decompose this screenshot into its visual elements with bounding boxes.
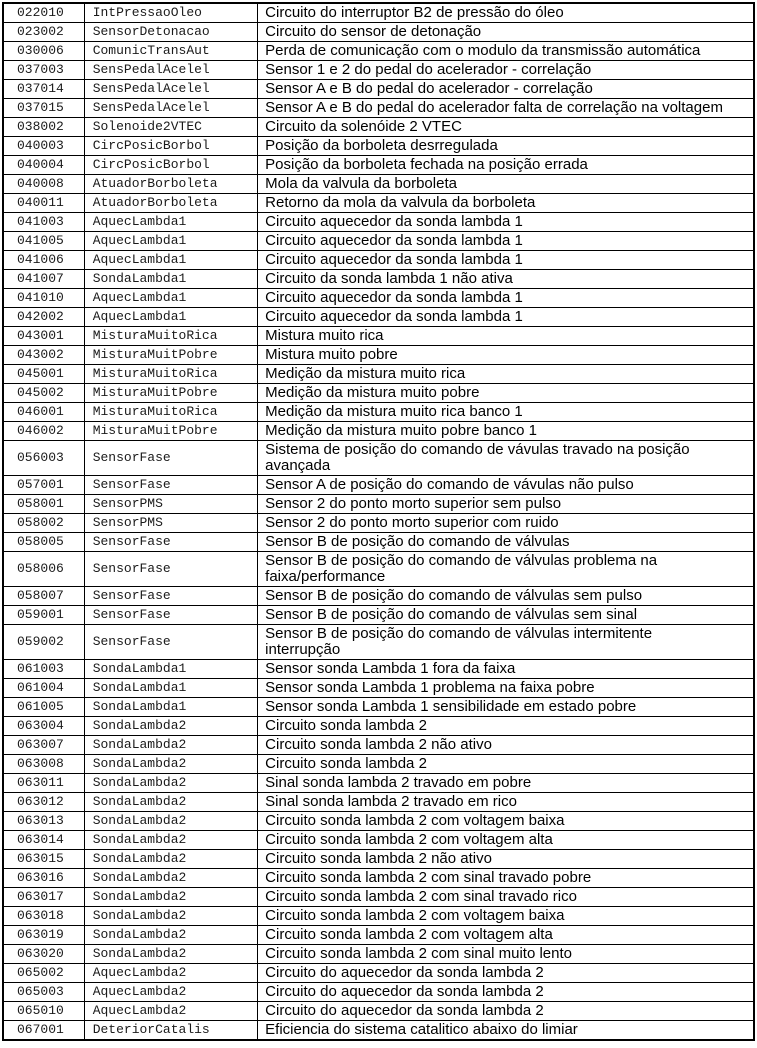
fault-code-cell: 059002 (3, 625, 84, 660)
table-row (3, 251, 754, 270)
fault-description-cell: Circuito aquecedor da sonda lambda 1 (258, 213, 754, 232)
fault-code-cell: 063020 (3, 945, 84, 964)
table-row (3, 289, 754, 308)
fault-description-cell: Sinal sonda lambda 2 travado em rico (258, 793, 754, 812)
fault-name-cell: MisturaMuitPobre (84, 422, 257, 441)
table-row (3, 888, 754, 907)
table-row (3, 1021, 754, 1041)
table-row (3, 983, 754, 1002)
table-row (3, 346, 754, 365)
table-row (3, 606, 754, 625)
fault-code-cell: 038002 (3, 118, 84, 137)
table-row (3, 270, 754, 289)
fault-code-cell: 037015 (3, 99, 84, 118)
fault-description-cell: Circuito sonda lambda 2 não ativo (258, 850, 754, 869)
fault-code-cell: 063007 (3, 736, 84, 755)
table-row (3, 831, 754, 850)
fault-description-cell: Circuito da solenóide 2 VTEC (258, 118, 754, 137)
fault-name-cell: SondaLambda2 (84, 812, 257, 831)
table-row (3, 679, 754, 698)
fault-code-cell: 061005 (3, 698, 84, 717)
fault-code-cell: 063013 (3, 812, 84, 831)
fault-name-cell: AquecLambda2 (84, 1002, 257, 1021)
table-row (3, 812, 754, 831)
fault-code-cell: 058001 (3, 495, 84, 514)
table-row (3, 625, 754, 660)
fault-code-cell: 065010 (3, 1002, 84, 1021)
table-row (3, 774, 754, 793)
fault-name-cell: SondaLambda2 (84, 774, 257, 793)
table-row (3, 476, 754, 495)
table-row (3, 137, 754, 156)
table-row (3, 660, 754, 679)
fault-name-cell: AquecLambda2 (84, 983, 257, 1002)
table-row (3, 403, 754, 422)
fault-code-cell: 058005 (3, 533, 84, 552)
fault-name-cell: SondaLambda2 (84, 888, 257, 907)
fault-code-cell: 063004 (3, 717, 84, 736)
table-row (3, 213, 754, 232)
fault-description-cell: Circuito do aquecedor da sonda lambda 2 (258, 983, 754, 1002)
fault-name-cell: SondaLambda2 (84, 736, 257, 755)
fault-code-cell: 040003 (3, 137, 84, 156)
fault-name-cell: SensPedalAcelel (84, 99, 257, 118)
table-row (3, 384, 754, 403)
fault-name-cell: SondaLambda2 (84, 869, 257, 888)
fault-description-cell: Circuito do aquecedor da sonda lambda 2 (258, 964, 754, 983)
fault-description-cell: Posição da borboleta fechada na posição errada (258, 156, 754, 175)
fault-name-cell: MisturaMuitoRica (84, 327, 257, 346)
table-row (3, 793, 754, 812)
fault-description-cell: Sensor A de posição do comando de vávulas não pulso (258, 476, 754, 495)
fault-name-cell: SensorFase (84, 533, 257, 552)
fault-name-cell: AquecLambda1 (84, 251, 257, 270)
fault-name-cell: IntPressaoOleo (84, 3, 257, 23)
fault-description-cell: Eficiencia do sistema catalitico abaixo do limiar (258, 1021, 754, 1041)
fault-name-cell: AquecLambda1 (84, 213, 257, 232)
fault-code-cell: 043001 (3, 327, 84, 346)
fault-description-cell: Medição da mistura muito rica banco 1 (258, 403, 754, 422)
fault-code-cell: 037014 (3, 80, 84, 99)
fault-name-cell: SondaLambda2 (84, 717, 257, 736)
fault-code-cell: 063016 (3, 869, 84, 888)
fault-description-cell: Mola da valvula da borboleta (258, 175, 754, 194)
table-row (3, 964, 754, 983)
fault-description-cell: Medição da mistura muito rica (258, 365, 754, 384)
fault-name-cell: MisturaMuitPobre (84, 384, 257, 403)
fault-description-cell: Sensor B de posição do comando de válvulas sem sinal (258, 606, 754, 625)
table-row (3, 736, 754, 755)
table-row (3, 327, 754, 346)
table-row (3, 1002, 754, 1021)
fault-code-cell: 023002 (3, 23, 84, 42)
fault-name-cell: CircPosicBorbol (84, 156, 257, 175)
fault-name-cell: CircPosicBorbol (84, 137, 257, 156)
fault-code-cell: 063018 (3, 907, 84, 926)
fault-name-cell: AquecLambda2 (84, 964, 257, 983)
fault-description-cell: Posição da borboleta desrregulada (258, 137, 754, 156)
fault-name-cell: AquecLambda1 (84, 308, 257, 327)
fault-name-cell: SensorFase (84, 441, 257, 476)
fault-description-cell: Circuito do aquecedor da sonda lambda 2 (258, 1002, 754, 1021)
fault-name-cell: SensorFase (84, 552, 257, 587)
fault-description-cell: Circuito sonda lambda 2 com voltagem baixa (258, 907, 754, 926)
fault-name-cell: SensorFase (84, 587, 257, 606)
fault-name-cell: ComunicTransAut (84, 42, 257, 61)
fault-code-cell: 030006 (3, 42, 84, 61)
fault-name-cell: SensorFase (84, 625, 257, 660)
fault-name-cell: SensorFase (84, 606, 257, 625)
fault-code-cell: 059001 (3, 606, 84, 625)
table-row (3, 514, 754, 533)
fault-name-cell: SondaLambda2 (84, 850, 257, 869)
fault-name-cell: SondaLambda2 (84, 755, 257, 774)
fault-name-cell: AquecLambda1 (84, 289, 257, 308)
table-row (3, 232, 754, 251)
fault-name-cell: SensorPMS (84, 514, 257, 533)
fault-code-cell: 056003 (3, 441, 84, 476)
fault-description-cell: Sensor 1 e 2 do pedal do acelerador - correlação (258, 61, 754, 80)
fault-description-cell: Sensor 2 do ponto morto superior com ruido (258, 514, 754, 533)
fault-name-cell: AquecLambda1 (84, 232, 257, 251)
fault-description-cell: Circuito aquecedor da sonda lambda 1 (258, 289, 754, 308)
fault-code-cell: 063008 (3, 755, 84, 774)
fault-code-cell: 065003 (3, 983, 84, 1002)
fault-name-cell: Solenoide2VTEC (84, 118, 257, 137)
fault-name-cell: SondaLambda2 (84, 926, 257, 945)
fault-code-cell: 040011 (3, 194, 84, 213)
fault-code-cell: 065002 (3, 964, 84, 983)
fault-description-cell: Circuito aquecedor da sonda lambda 1 (258, 308, 754, 327)
table-row (3, 308, 754, 327)
fault-description-cell: Sensor B de posição do comando de válvulas (258, 533, 754, 552)
fault-code-cell: 058006 (3, 552, 84, 587)
fault-description-cell: Medição da mistura muito pobre (258, 384, 754, 403)
fault-code-cell: 041007 (3, 270, 84, 289)
table-row (3, 926, 754, 945)
fault-description-cell: Circuito sonda lambda 2 com voltagem alta (258, 926, 754, 945)
fault-description-cell: Circuito sonda lambda 2 (258, 717, 754, 736)
fault-name-cell: SondaLambda1 (84, 660, 257, 679)
fault-name-cell: MisturaMuitoRica (84, 365, 257, 384)
fault-name-cell: SensorFase (84, 476, 257, 495)
table-row (3, 118, 754, 137)
fault-description-cell: Sensor A e B do pedal do acelerador - correlação (258, 80, 754, 99)
fault-description-cell: Sistema de posição do comando de vávulas travado na posição avançada (258, 441, 754, 476)
fault-name-cell: MisturaMuitoRica (84, 403, 257, 422)
fault-code-cell: 046001 (3, 403, 84, 422)
fault-code-cell: 040008 (3, 175, 84, 194)
fault-name-cell: SondaLambda2 (84, 945, 257, 964)
fault-name-cell: SensPedalAcelel (84, 61, 257, 80)
fault-description-cell: Sensor B de posição do comando de válvulas sem pulso (258, 587, 754, 606)
table-row (3, 587, 754, 606)
fault-code-table (2, 2, 755, 1041)
fault-name-cell: AtuadorBorboleta (84, 175, 257, 194)
fault-name-cell: SensPedalAcelel (84, 80, 257, 99)
fault-description-cell: Circuito sonda lambda 2 com sinal travado rico (258, 888, 754, 907)
fault-name-cell: SondaLambda2 (84, 907, 257, 926)
table-row (3, 495, 754, 514)
table-row (3, 907, 754, 926)
fault-description-cell: Sinal sonda lambda 2 travado em pobre (258, 774, 754, 793)
fault-description-cell: Circuito sonda lambda 2 (258, 755, 754, 774)
fault-code-cell: 041005 (3, 232, 84, 251)
table-row (3, 698, 754, 717)
table-row (3, 717, 754, 736)
table-row (3, 23, 754, 42)
fault-code-cell: 046002 (3, 422, 84, 441)
fault-description-cell: Circuito sonda lambda 2 com sinal travado pobre (258, 869, 754, 888)
fault-code-cell: 045002 (3, 384, 84, 403)
fault-description-cell: Sensor B de posição do comando de válvulas intermitente interrupção (258, 625, 754, 660)
table-row (3, 3, 754, 23)
table-row (3, 869, 754, 888)
fault-code-cell: 067001 (3, 1021, 84, 1041)
fault-description-cell: Sensor A e B do pedal do acelerador falta de correlação na voltagem (258, 99, 754, 118)
fault-description-cell: Circuito da sonda lambda 1 não ativa (258, 270, 754, 289)
fault-code-cell: 042002 (3, 308, 84, 327)
fault-code-cell: 041010 (3, 289, 84, 308)
fault-name-cell: MisturaMuitPobre (84, 346, 257, 365)
fault-code-table-body (3, 3, 754, 1040)
table-row (3, 365, 754, 384)
table-row (3, 175, 754, 194)
table-row (3, 80, 754, 99)
fault-code-cell: 022010 (3, 3, 84, 23)
fault-description-cell: Circuito aquecedor da sonda lambda 1 (258, 251, 754, 270)
fault-code-cell: 063019 (3, 926, 84, 945)
fault-code-cell: 063014 (3, 831, 84, 850)
fault-code-cell: 041006 (3, 251, 84, 270)
table-row (3, 945, 754, 964)
table-row (3, 755, 754, 774)
fault-description-cell: Retorno da mola da valvula da borboleta (258, 194, 754, 213)
fault-description-cell: Circuito sonda lambda 2 com voltagem baixa (258, 812, 754, 831)
fault-name-cell: SensorPMS (84, 495, 257, 514)
table-row (3, 552, 754, 587)
fault-description-cell: Sensor B de posição do comando de válvulas problema na faixa/performance (258, 552, 754, 587)
fault-name-cell: SensorDetonacao (84, 23, 257, 42)
fault-description-cell: Circuito sonda lambda 2 com voltagem alta (258, 831, 754, 850)
fault-description-cell: Mistura muito pobre (258, 346, 754, 365)
table-row (3, 61, 754, 80)
fault-code-cell: 045001 (3, 365, 84, 384)
fault-description-cell: Sensor 2 do ponto morto superior sem pulso (258, 495, 754, 514)
fault-description-cell: Sensor sonda Lambda 1 problema na faixa pobre (258, 679, 754, 698)
fault-description-cell: Medição da mistura muito pobre banco 1 (258, 422, 754, 441)
table-row (3, 156, 754, 175)
fault-code-cell: 061003 (3, 660, 84, 679)
fault-code-cell: 063011 (3, 774, 84, 793)
table-row (3, 42, 754, 61)
fault-description-cell: Sensor sonda Lambda 1 fora da faixa (258, 660, 754, 679)
fault-description-cell: Circuito do sensor de detonação (258, 23, 754, 42)
table-row (3, 194, 754, 213)
fault-name-cell: SondaLambda2 (84, 793, 257, 812)
fault-name-cell: SondaLambda1 (84, 679, 257, 698)
fault-name-cell: SondaLambda1 (84, 698, 257, 717)
fault-description-cell: Circuito sonda lambda 2 com sinal muito lento (258, 945, 754, 964)
fault-description-cell: Perda de comunicação com o modulo da transmissão automática (258, 42, 754, 61)
fault-code-cell: 057001 (3, 476, 84, 495)
fault-name-cell: DeteriorCatalis (84, 1021, 257, 1041)
fault-code-cell: 063015 (3, 850, 84, 869)
table-row (3, 533, 754, 552)
fault-description-cell: Mistura muito rica (258, 327, 754, 346)
fault-code-cell: 041003 (3, 213, 84, 232)
fault-description-cell: Circuito aquecedor da sonda lambda 1 (258, 232, 754, 251)
table-row (3, 850, 754, 869)
fault-code-cell: 043002 (3, 346, 84, 365)
table-row (3, 422, 754, 441)
fault-code-cell: 061004 (3, 679, 84, 698)
fault-description-cell: Circuito sonda lambda 2 não ativo (258, 736, 754, 755)
fault-code-cell: 040004 (3, 156, 84, 175)
table-row (3, 441, 754, 476)
fault-name-cell: AtuadorBorboleta (84, 194, 257, 213)
table-row (3, 99, 754, 118)
fault-name-cell: SondaLambda1 (84, 270, 257, 289)
fault-code-cell: 063017 (3, 888, 84, 907)
fault-description-cell: Circuito do interruptor B2 de pressão do óleo (258, 3, 754, 23)
fault-code-cell: 037003 (3, 61, 84, 80)
fault-description-cell: Sensor sonda Lambda 1 sensibilidade em estado pobre (258, 698, 754, 717)
fault-code-cell: 063012 (3, 793, 84, 812)
fault-code-cell: 058002 (3, 514, 84, 533)
fault-name-cell: SondaLambda2 (84, 831, 257, 850)
fault-code-cell: 058007 (3, 587, 84, 606)
